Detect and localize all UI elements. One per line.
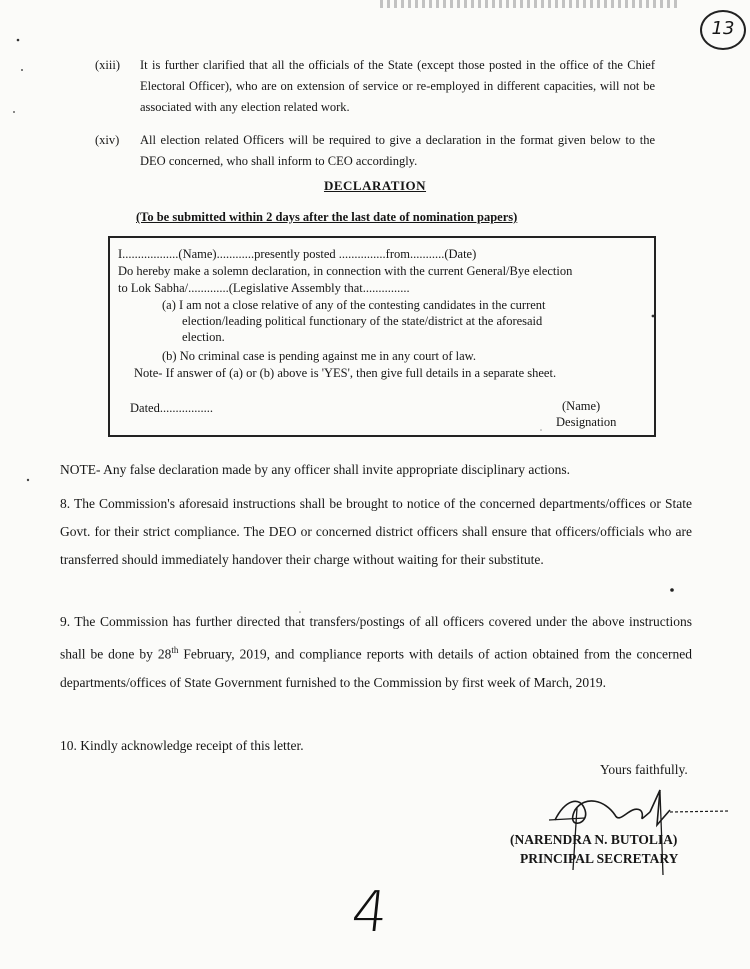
- declaration-subtitle: (To be submitted within 2 days after the last date of nomination papers): [136, 210, 518, 224]
- paragraph-9-end: February, 2019, and compliance reports with details of action obtained from the concerned departments/offices of State Government furnished to the Commission by first week of March, 2019.: [60, 646, 692, 690]
- declaration-line-solemn: Do hereby make a solemn declaration, in connection with the current General/Bye election: [118, 264, 573, 278]
- clause-text: It is further clarified that all the officials of the State (except those posted in the office of the Chief Electoral Officer), who are on extension of service or re-employed in different capacities, will not be associated with any election related work.: [140, 58, 655, 114]
- paragraph-8: 8. The Commission's aforesaid instructions shall be brought to notice of the concerned departments/offices or State Govt. for their strict compliance. The DEO or concerned district officers shall ensure that officers/officials who are transferred should immediately handover their charge without waiting for their substitute.: [60, 496, 692, 567]
- closing-salutation: Yours faithfully.: [600, 762, 688, 777]
- paragraph-9-ordinal: th: [171, 645, 179, 655]
- declaration-form-box: [108, 236, 656, 437]
- declaration-designation: Designation: [556, 415, 617, 429]
- signatory-title: PRINCIPAL SECRETARY: [520, 851, 679, 866]
- declaration-item-b: (b) No criminal case is pending against me in any court of law.: [162, 349, 477, 363]
- clause-xiii: [95, 55, 655, 121]
- declaration-item-a: (a) I am not a close relative of any of the contesting candidates in the current: [162, 298, 546, 312]
- paragraph-9-start: 9. The Commission has further directed that transfers/postings of all officers covered under the above instructions shall be done by 28: [60, 614, 692, 662]
- clause-number: (xiv): [95, 133, 120, 147]
- false-declaration-note: NOTE- Any false declaration made by any officer shall invite appropriate disciplinary actions.: [60, 462, 570, 477]
- declaration-item-a-end: election.: [182, 330, 225, 344]
- declaration-line-name: I..................(Name)............presently posted ...............from...........(Date): [118, 247, 477, 261]
- clause-xiv: [95, 130, 655, 174]
- page-mark-number: 13: [711, 18, 735, 39]
- declaration-name: (Name): [562, 399, 601, 413]
- declaration-title: DECLARATION: [323, 178, 427, 193]
- paragraph-10: 10. Kindly acknowledge receipt of this letter.: [60, 738, 304, 753]
- paragraph-9: [60, 608, 692, 697]
- page-mark: [700, 10, 746, 50]
- signatory-name: (NARENDRA N. BUTOLIA): [510, 832, 678, 847]
- declaration-note: Note- If answer of (a) or (b) above is 'YES', then give full details in a separate sheet.: [134, 366, 557, 380]
- clause-text: All election related Officers will be required to give a declaration in the format given below to the DEO concerned, who shall inform to CEO accordingly.: [140, 133, 655, 168]
- clause-number: (xiii): [95, 58, 120, 72]
- declaration-line-constituency: to Lok Sabha/.............(Legislative Assembly that...............: [118, 281, 410, 295]
- declaration-item-a-cont: election/leading political functionary of the state/district at the aforesaid: [182, 314, 543, 328]
- declaration-dated: Dated.................: [130, 401, 213, 415]
- handwritten-page-number: 4: [348, 880, 392, 945]
